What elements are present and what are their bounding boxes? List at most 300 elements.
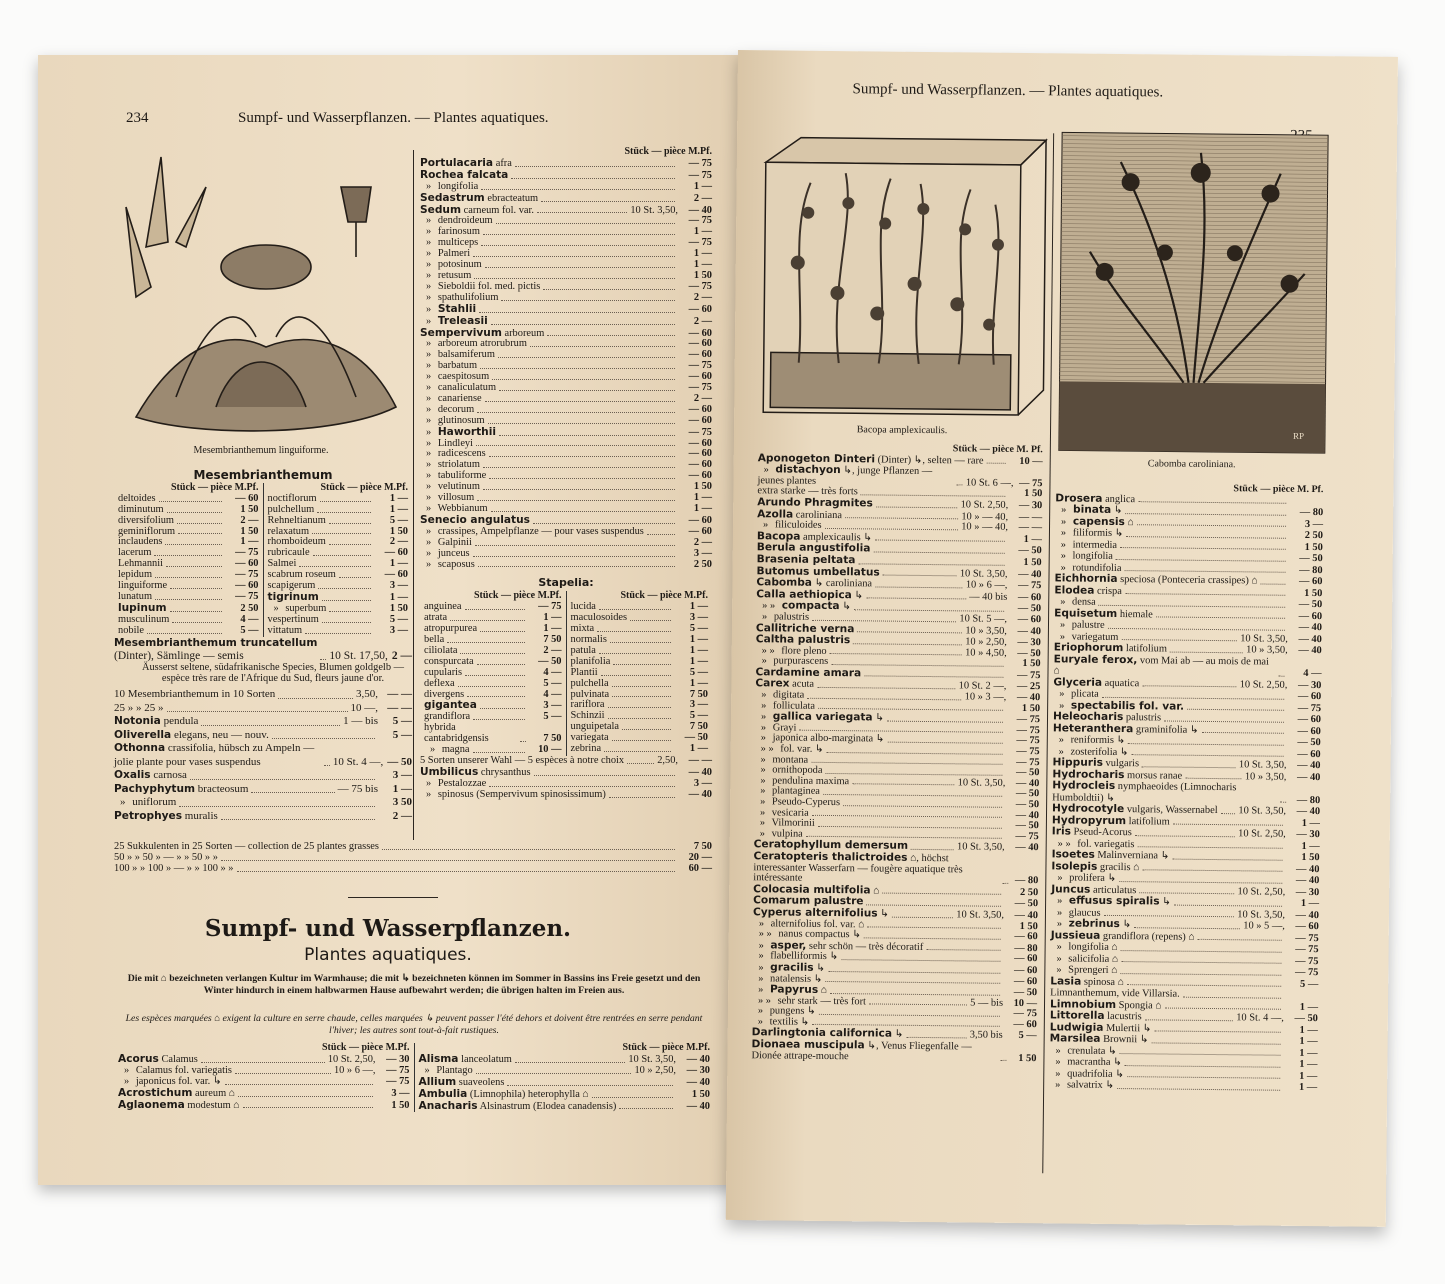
species-name: Alsinastrum (Elodea canadensis)	[479, 1100, 617, 1112]
species-name: palustris	[773, 611, 810, 623]
unit-price: 1 —	[1299, 1035, 1318, 1048]
unit-price: 2 —	[392, 809, 412, 822]
dot-leader	[608, 707, 671, 708]
species-name: Schinzii	[570, 710, 605, 722]
dot-leader	[480, 631, 524, 632]
bulk-price: — 40 bis	[969, 591, 1008, 603]
ditto-mark: »	[758, 939, 764, 952]
dot-leader	[599, 653, 671, 654]
unit-price: — 50	[387, 755, 412, 768]
dot-leader	[1172, 858, 1282, 860]
unit-price: 10 —	[1019, 455, 1043, 467]
species-name: geminiflorum	[118, 525, 176, 537]
dot-leader	[612, 686, 671, 687]
species-name: pulvinata	[570, 688, 610, 700]
species-name: radicescens	[437, 448, 486, 460]
unit-price: — 75	[1295, 932, 1319, 944]
price-list	[571, 602, 709, 755]
unit-price: 3 —	[391, 1087, 410, 1099]
species-name: Mulertii ↳	[1106, 1022, 1152, 1034]
species-name: flore pleno	[781, 645, 827, 657]
ditto-mark: »	[426, 459, 432, 471]
plant-name	[419, 1101, 617, 1113]
plant-name	[1053, 734, 1126, 746]
species-name: Galpinii	[437, 536, 472, 548]
genus-name: Isoetes	[1051, 848, 1095, 861]
unit-price: — 40	[1016, 692, 1041, 704]
unit-price: 1 50	[1023, 556, 1042, 569]
species-name: scabrum roseum	[267, 569, 336, 581]
plant-name	[1050, 1033, 1149, 1046]
dot-leader	[476, 1073, 632, 1074]
dot-leader	[537, 212, 627, 213]
species-name: suaveolens	[458, 1076, 505, 1088]
price-row	[114, 688, 412, 702]
ditto-mark: »	[426, 437, 432, 449]
unit-price: — 40	[1295, 874, 1320, 887]
aquatic-column-d-m	[1049, 481, 1323, 1093]
unit-price: 5 —	[543, 677, 562, 689]
price-row	[571, 744, 709, 755]
unit-price: — 75	[688, 280, 712, 292]
species-name: ↳	[894, 1029, 904, 1041]
dot-leader	[474, 278, 675, 279]
price-header: Stück — pièce M.Pf.	[620, 590, 708, 602]
dot-leader	[465, 675, 524, 676]
dot-leader	[852, 784, 955, 786]
species-name: rotundifolia	[1072, 562, 1122, 574]
genus-name: Cyperus alternifolius	[752, 906, 878, 920]
species-name: plantaginea	[771, 785, 820, 798]
price-header: Stück — pièce M.Pf.	[624, 146, 712, 157]
unit-price: 1 —	[693, 248, 712, 260]
unit-price: — 75	[1297, 702, 1322, 714]
dot-leader	[1120, 973, 1281, 976]
unit-price: — 75	[1016, 735, 1040, 747]
dot-leader	[324, 765, 330, 766]
ditto-mark: »	[426, 536, 432, 548]
unit-price: — 30	[386, 1053, 410, 1065]
plant-name	[1050, 953, 1118, 965]
genus-name: Umbilicus	[420, 765, 479, 778]
bulk-price: 10 » 3,50,	[1246, 644, 1288, 656]
plant-name	[268, 626, 303, 637]
genus-name: Ludwigia	[1049, 1020, 1104, 1034]
unit-price: 1 50	[1019, 920, 1038, 932]
unit-price: 5 —	[1300, 978, 1319, 990]
plant-name	[1055, 516, 1134, 528]
genus-name: Hydrocleis	[1052, 779, 1116, 792]
genus-name: Butomus umbellatus	[756, 564, 880, 579]
price-list	[114, 688, 412, 823]
unit-price: 1 —	[689, 644, 708, 656]
bulk-price: 10 St. 3,50,	[956, 909, 1005, 921]
dot-leader	[610, 642, 671, 643]
unit-price: — 60	[1013, 1018, 1037, 1031]
species-name: lepidum	[118, 569, 153, 581]
ditto-mark: »	[760, 796, 766, 808]
species-name: Lehmannii	[118, 558, 164, 570]
price-list	[420, 158, 712, 571]
unit-price: — 75	[1019, 477, 1043, 489]
species-name: atropurpurea	[424, 623, 478, 635]
ditto-mark: »	[1060, 550, 1066, 562]
genus-name: Iris	[1051, 825, 1072, 838]
genus-name: Aponogeton Dinteri	[757, 451, 876, 466]
genus-name: Haworthii	[437, 425, 496, 438]
genus-name: Heteranthera	[1052, 721, 1134, 735]
species-name: uniflorum	[132, 796, 177, 809]
unit-price: — 60	[1014, 953, 1038, 965]
dot-leader	[926, 949, 1000, 951]
genus-name: Treleasii	[437, 314, 488, 327]
species-name: Pseud-Acorus	[1073, 826, 1132, 839]
plant-name	[114, 688, 275, 702]
dot-leader	[828, 970, 1000, 973]
genus-name: Arundo Phragmites	[757, 496, 873, 510]
species-name: vom Mai ab — au mois de mai ⌂	[1053, 654, 1270, 677]
species-name: glutinosum	[437, 414, 485, 426]
plant-name	[1049, 1045, 1116, 1057]
unit-price: 7 50	[689, 721, 708, 733]
species-name: zebrina	[570, 743, 602, 755]
bulk-price: 10 » 3 —,	[964, 691, 1007, 703]
price-row	[424, 723, 562, 745]
dot-leader	[1116, 558, 1286, 561]
ditto-mark: »	[426, 558, 432, 570]
unit-price: 1 —	[389, 591, 408, 603]
unit-price: 1 50	[391, 1099, 410, 1111]
unit-price: — 75	[688, 157, 712, 169]
genus-name: Hydropyrum	[1051, 813, 1127, 827]
ditto-mark: »	[426, 315, 432, 327]
unit-price: 4 —	[543, 688, 562, 700]
genus-name: Juncus	[1051, 882, 1091, 896]
bulk-price: 3,50 bis	[969, 1029, 1003, 1042]
bulk-price: 3,50,	[356, 688, 378, 701]
dot-leader	[477, 500, 675, 501]
genus-name: Allium	[418, 1075, 457, 1088]
species-name: Brownii ↳	[1103, 1033, 1149, 1046]
species-name: purpurascens	[773, 655, 829, 668]
plant-name	[571, 744, 602, 755]
price-header: Stück — pièce M. Pf.	[952, 443, 1043, 456]
unit-price: 1 50	[1304, 541, 1323, 553]
dot-leader	[883, 575, 957, 577]
dot-leader	[807, 697, 961, 700]
bulk-price: 10 St. 4 —,	[1236, 1012, 1284, 1024]
bulk-price: 10 St. 3,50,	[1237, 908, 1286, 921]
species-name: pendula	[163, 715, 199, 728]
dot-leader	[530, 346, 675, 347]
unit-price: — 75	[1294, 966, 1319, 979]
species-name: tabuliforme	[437, 470, 487, 482]
ditto-mark: »	[426, 237, 432, 249]
ditto-mark: »	[426, 259, 432, 271]
species-name: ↳	[1162, 896, 1171, 908]
unit-price: — 75	[1016, 756, 1040, 768]
plant-name	[118, 626, 144, 637]
dot-leader	[499, 390, 675, 391]
unit-price: — 75	[1016, 745, 1040, 758]
genus-name: Colocasia multifolia	[753, 882, 871, 897]
species-name: Calamus	[161, 1053, 198, 1065]
ditto-mark: »	[759, 828, 766, 840]
plant-name	[114, 742, 321, 769]
dot-leader	[339, 577, 371, 578]
plant-name	[1055, 527, 1123, 539]
species-name: multiceps	[437, 237, 479, 249]
unit-price: — 75	[1017, 669, 1041, 682]
species-name: Spongia ⌂	[1118, 999, 1162, 1011]
unit-price: 3 —	[1304, 518, 1324, 530]
unit-price: 1 50	[1021, 702, 1041, 714]
plant-name	[114, 769, 187, 783]
dot-leader	[1183, 996, 1281, 998]
species-name: gracilis ⌂	[1099, 861, 1140, 873]
ditto-mark: »	[1055, 1079, 1061, 1091]
bulk-price: 10 St. 2 —,	[958, 680, 1007, 693]
genus-name: Othonna	[114, 742, 166, 755]
dot-leader	[272, 738, 375, 739]
ditto-mark: »	[426, 503, 432, 514]
species-name: ↳, junge Pflanzen — jeunes plantes	[757, 465, 933, 487]
genus-name: Jussieua	[1050, 928, 1101, 942]
bulk-price: 10 St. 3,50,	[1238, 759, 1287, 771]
species-name: atrata	[424, 612, 448, 624]
species-name: pulchella	[570, 677, 609, 689]
unit-price: 1 —	[1299, 1001, 1319, 1013]
dot-leader	[1174, 904, 1282, 906]
succulent-collections	[114, 842, 712, 875]
dot-leader	[317, 512, 371, 513]
bulk-price: 10 » 2,50,	[634, 1064, 676, 1076]
unit-price: — 50	[538, 655, 562, 667]
ditto-mark: »	[758, 984, 764, 996]
ditto-mark: »	[426, 371, 432, 383]
unit-price: — 60	[688, 470, 712, 482]
ditto-mark: »	[1060, 561, 1066, 573]
species-name: divergens	[424, 688, 465, 700]
ditto-mark: » »	[761, 644, 775, 657]
ditto-mark: »	[1058, 745, 1064, 757]
dot-leader	[201, 1062, 325, 1063]
genus-name: Oliverella	[114, 728, 172, 741]
genus-name: effusus spiralis	[1068, 894, 1160, 908]
ditto-mark: »	[426, 481, 432, 493]
ditto-mark: » »	[762, 600, 776, 612]
genus-name: gallica variegata	[772, 710, 873, 724]
species-name: (Dinter) ↳, selten — rare	[877, 454, 984, 467]
price-row	[420, 560, 712, 571]
dot-leader	[177, 523, 222, 524]
bulk-price: 10 St. 2,50,	[327, 1053, 376, 1065]
dot-leader	[1139, 892, 1234, 894]
species-name: alternifolius fol. var. ⌂	[770, 917, 865, 930]
genus-name: Aglaonema	[118, 1098, 185, 1111]
species-name: Sieboldii fol. med. pictis	[437, 280, 541, 292]
species-name: potosinum	[437, 259, 482, 271]
unit-price: — 60	[688, 338, 712, 350]
species-name: canaliculatum	[437, 382, 497, 394]
aquatic-column-a-d	[751, 442, 1042, 1064]
bulk-price: 10 St. 3,50,	[628, 1053, 676, 1065]
species-name: latifolium	[1125, 643, 1167, 655]
dot-leader	[867, 927, 1001, 929]
species-name: natalensis ↳	[770, 972, 823, 985]
dot-leader	[515, 166, 675, 167]
unit-price: 1 50	[1304, 587, 1323, 599]
unit-price: — 40	[1014, 909, 1039, 922]
dot-leader	[322, 622, 371, 623]
dot-leader	[312, 533, 371, 534]
species-name: rariflora	[570, 699, 605, 711]
dot-leader	[864, 937, 1001, 939]
price-header: Stück — pièce M.Pf.	[320, 481, 408, 493]
ditto-mark: »	[1061, 515, 1067, 527]
unit-price: — 60	[1297, 725, 1321, 737]
unit-price: — 60	[688, 403, 712, 415]
ditto-mark: »	[426, 226, 432, 238]
dot-leader	[237, 871, 676, 872]
species-name: montana	[772, 754, 809, 766]
sedum-sempervivum-column	[420, 147, 712, 801]
price-row	[1049, 1079, 1317, 1093]
species-name: longifolia ⌂	[1068, 941, 1118, 954]
unit-price: — 40	[688, 766, 712, 778]
species-name: filiformis ↳	[1072, 527, 1124, 540]
unit-price: — —	[387, 701, 412, 714]
dot-leader	[491, 324, 675, 325]
price-list	[419, 1054, 711, 1113]
species-name: patula	[570, 644, 596, 656]
dot-leader	[1164, 720, 1284, 722]
unit-price: — 75	[688, 215, 712, 227]
unit-price: 2 50	[693, 558, 712, 570]
unit-price: — 60	[1017, 591, 1042, 603]
unit-price: — 40	[1017, 625, 1041, 637]
dot-leader	[647, 534, 675, 535]
species-name: velutinum	[437, 481, 480, 493]
dot-leader	[1280, 802, 1286, 803]
ditto-mark: » »	[1057, 837, 1071, 850]
genus-name: Sempervivum	[420, 326, 502, 339]
species-name: crassipes, Ampelpflanze — pour vases suspendus	[437, 525, 644, 537]
unit-price: — 80	[1299, 564, 1323, 576]
unit-price: 3 —	[389, 624, 408, 636]
unit-price: — 50	[1294, 1012, 1318, 1025]
species-note: Äusserst seltene, südafrikanische Species, Blumen goldgelb — espèce très rare de l'Afrique du Sud, fleurs jaune d'or.	[141, 661, 405, 684]
plant-name	[1054, 585, 1122, 597]
species-name: Sprengeri ⌂	[1068, 964, 1118, 977]
bulk-price: 10 St. 3,50,	[1240, 632, 1288, 645]
dot-leader	[892, 916, 953, 918]
plant-engraving-icon	[116, 147, 406, 442]
dot-leader	[221, 860, 675, 861]
ditto-mark: »	[426, 360, 432, 372]
mesembrianthemum-column	[114, 467, 412, 823]
price-row	[114, 864, 712, 875]
species-name: inclaudens	[118, 536, 163, 548]
bulk-price: 10 St. 6 —,	[965, 477, 1014, 489]
ditto-mark: »	[762, 519, 769, 531]
plant-name	[114, 783, 248, 797]
genus-name: Carex	[755, 677, 790, 691]
ditto-mark: »	[757, 1005, 764, 1017]
unit-price: — 80	[1299, 506, 1324, 519]
species-name: 100 » » 100 » — » » 100 » »	[114, 862, 234, 874]
species-name: 10 Mesembrianthemum in 10 Sorten	[114, 688, 276, 701]
dot-leader	[873, 551, 1004, 553]
unit-price: — 50	[1015, 767, 1040, 779]
left-page-234	[38, 55, 738, 1185]
species-name: caespitosum	[437, 371, 490, 383]
unit-price: — 75	[688, 382, 712, 394]
ditto-mark: »	[758, 972, 764, 984]
dot-leader	[1117, 1088, 1280, 1091]
species-name: ⌂, höchst interessanter Wasserfarn — fougère aquatique très intéressante	[753, 852, 963, 884]
ditto-mark: »	[426, 470, 432, 482]
dot-leader	[313, 555, 371, 556]
unit-price: 5 —	[240, 624, 259, 636]
dot-leader	[1187, 709, 1284, 711]
unit-price: — 75	[1017, 580, 1042, 592]
price-row	[753, 851, 1038, 887]
dot-leader	[507, 1085, 673, 1086]
bacopa-illustration	[758, 132, 1049, 420]
dot-leader	[1125, 513, 1286, 516]
price-row	[114, 702, 412, 716]
species-name: flabelliformis ↳	[770, 950, 839, 963]
species-name: aureum ⌂	[195, 1087, 235, 1099]
ditto-mark: »	[426, 547, 432, 559]
running-title: Sumpf- und Wasserpflanzen. — Plantes aquatiques.	[852, 81, 1164, 101]
unit-price: 1 50	[693, 269, 712, 281]
dot-leader	[1127, 1076, 1280, 1079]
species-name: acuta	[792, 679, 815, 691]
genus-name: Azolla	[757, 507, 794, 521]
unit-price: 7 50	[543, 733, 562, 745]
unit-price: 1 50	[1301, 851, 1320, 864]
species-name: carneum fol. var.	[463, 204, 534, 216]
bulk-price: 10 » 6 —,	[965, 579, 1008, 591]
genus-name: gigantea	[424, 699, 477, 712]
unit-price: 1 —	[1298, 1081, 1318, 1094]
unit-price: — 80	[1296, 794, 1321, 806]
species-name: prolifera ↳	[1069, 872, 1117, 885]
dot-leader	[238, 1096, 373, 1097]
unit-price: 3 —	[389, 580, 408, 592]
species-name: plicata	[1071, 688, 1099, 700]
unit-price: — 40	[1298, 621, 1323, 634]
species-name: caroliniana	[795, 509, 843, 521]
plant-name	[114, 715, 198, 729]
dot-leader	[458, 686, 525, 687]
unit-price: — 60	[1013, 975, 1038, 987]
species-name: ⌂	[820, 985, 828, 997]
genus-name: Comarum palustre	[753, 894, 864, 908]
dot-leader	[460, 653, 524, 654]
unit-price: 4 —	[240, 613, 259, 625]
ditto-mark: »	[426, 426, 432, 438]
bulk-price: 10 St. 4 —,	[332, 755, 384, 768]
unit-price: 1 —	[1300, 897, 1320, 910]
ditto-mark: »	[124, 1075, 130, 1087]
ditto-mark: »	[1059, 699, 1065, 711]
dot-leader	[478, 566, 675, 567]
ditto-mark: »	[430, 744, 436, 756]
bulk-price: 10 » — 40,	[961, 510, 1009, 523]
